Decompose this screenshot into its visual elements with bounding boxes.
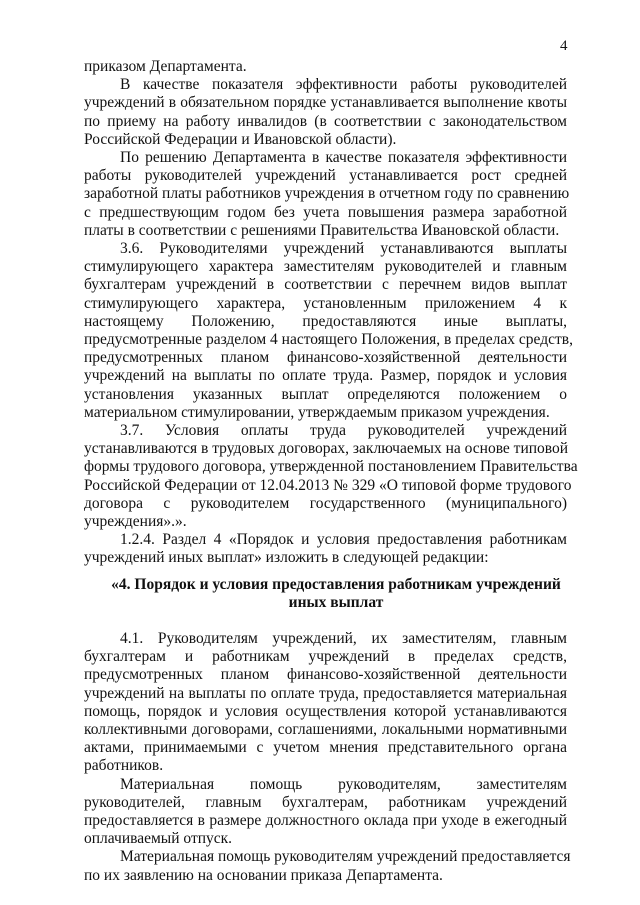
text-line: предусмотренных планом финансово-хозяйственной деятельности	[84, 666, 567, 683]
text-line: приказом Департамента.	[84, 58, 247, 75]
text-line: стимулирующего характера заместителям руководителей и главным	[84, 258, 567, 275]
text-line: учреждений на выплаты по оплате труда, предоставляется материальная	[84, 685, 567, 702]
text-line: платы в соответствии с решениями Правительства Ивановской области.	[84, 222, 560, 239]
text-line: бухгалтерам учреждений в соответствии с перечнем видов выплат	[84, 276, 567, 293]
text-line: формы трудового договора, утвержденной постановлением Правительства	[84, 458, 578, 475]
text-line: помощь, порядок и условия осуществления которой устанавливаются	[84, 703, 567, 720]
text-line: предусмотренных планом финансово-хозяйственной деятельности	[84, 349, 567, 366]
text-line: Российской Федерации от 12.04.2013 № 329 «О типовой форме трудового	[84, 477, 572, 494]
text-line: По решению Департамента в качестве показателя эффективности	[120, 149, 567, 166]
text-line: по их заявлению на основании приказа Департамента.	[84, 867, 443, 884]
text-line: В качестве показателя эффективности работы руководителей	[120, 76, 567, 93]
text-line: материальном стимулировании, утверждаемым приказом учреждения.	[84, 404, 550, 421]
text-line: Материальная помощь руководителям учреждений предоставляется	[120, 848, 571, 865]
text-line: 4.1. Руководителям учреждений, их заместителям, главным	[120, 630, 567, 647]
section-heading: иных выплат	[288, 594, 384, 611]
text-line: актами, принимаемыми с учетом мнения представительного органа	[84, 739, 567, 756]
text-line: предоставляется в размере должностного оклада при уходе в ежегодный	[84, 812, 567, 829]
page-number: 4	[560, 38, 568, 54]
text-line: настоящему Положению, предоставляются иные выплаты,	[84, 313, 567, 330]
text-line: договора с руководителем государственного (муниципального)	[84, 495, 567, 512]
text-line: учреждения».».	[84, 513, 187, 530]
section-heading: «4. Порядок и условия предоставления работникам учреждений	[111, 576, 561, 593]
text-line: стимулирующего характера, установленным приложением 4 к	[84, 295, 567, 312]
text-line: 3.7. Условия оплаты труда руководителей учреждений	[120, 422, 567, 439]
text-line: 3.6. Руководителями учреждений устанавливаются выплаты	[120, 240, 567, 257]
text-line: работников.	[84, 757, 164, 774]
text-line: работы руководителей учреждений устанавливается рост средней	[84, 167, 567, 184]
text-line: учреждений иных выплат» изложить в следующей редакции:	[84, 549, 489, 566]
text-line: заработной платы работников учреждения в отчетном году по сравнению	[84, 185, 570, 202]
text-line: учреждений в обязательном порядке устанавливается выполнение квоты	[84, 94, 567, 111]
text-line: руководителей, главным бухгалтерам, работникам учреждений	[84, 794, 567, 811]
text-line: предусмотренные разделом 4 настоящего Положения, в пределах средств,	[84, 331, 573, 348]
text-line: с предшествующим годом без учета повышения размера заработной	[84, 204, 567, 221]
text-line: Материальная помощь руководителям, заместителям	[120, 776, 567, 793]
text-line: коллективными договорами, соглашениями, локальными нормативными	[84, 721, 567, 738]
text-line: 1.2.4. Раздел 4 «Порядок и условия предоставления работникам	[120, 531, 567, 548]
text-line: Российской Федерации и Ивановской области).	[84, 131, 397, 148]
text-line: учреждений на выплаты по оплате труда. Размер, порядок и условия	[84, 367, 567, 384]
text-line: установления указанных выплат определяются положением о	[84, 386, 567, 403]
text-line: оплачиваемый отпуск.	[84, 830, 233, 847]
text-line: по приему на работу инвалидов (в соответствии с законодательством	[84, 113, 567, 130]
text-line: устанавливаются в трудовых договорах, заключаемых на основе типовой	[84, 440, 569, 457]
text-line: бухгалтерам и работникам учреждений в пределах средств,	[84, 648, 567, 665]
